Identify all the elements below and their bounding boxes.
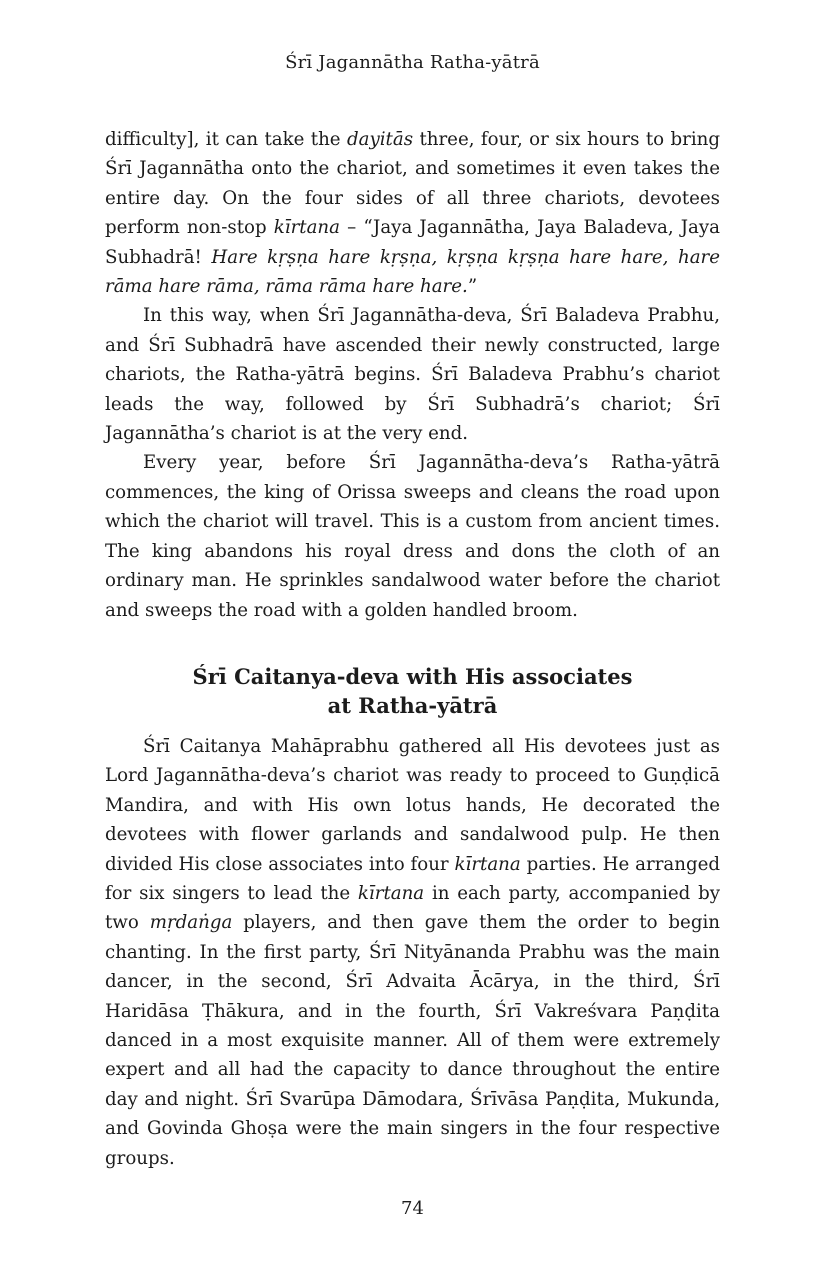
paragraph-4-text: Śrī Caitanya Mahāprabhu gathered all His devotees just as Lord Jagannātha-deva’s chariot was ready to proceed to Guṇḍicā Mandira, and with His own lotus hands, He decorated the devotees with flower garlands and sandalwood pulp. He then divided His close associates into four (105, 736, 720, 875)
paragraph-4-italic-term: kīrtana (357, 883, 425, 905)
paragraph-4-text: parties. He arranged for six singers to lead the (105, 853, 720, 905)
body-text-top (105, 125, 720, 625)
paragraph-continued (105, 125, 720, 301)
running-head: Śrī Jagannātha Ratha-yātrā (285, 52, 540, 73)
page-number: 74 (401, 1198, 424, 1219)
paragraph-1-text: – “Jaya Jagannātha, Jaya Baladeva, Jaya Subhadrā! (105, 217, 720, 268)
paragraph-4-text: in each party, accompanied by two (105, 883, 720, 934)
paragraph-4-italic-term: mṛdaṅga (149, 912, 233, 934)
paragraph-3: Every year, before Śrī Jagannātha-deva’s Ratha-yātrā commences, the king of Orissa sweeps and cleans the road upon which the chariot will travel. This is a custom from ancient times. The king abandons his royal dress and dons the cloth of an ordinary man. He sprinkles sandalwood water before the chariot and sweeps the road with a golden handled broom. (105, 452, 720, 621)
paragraph-1-italic-term: kīrtana (273, 217, 340, 239)
paragraph-1-text: three, four, or six hours to bring Śrī Jagannātha onto the chariot, and sometimes it even takes the entire day. On the four sides of all three chariots, devotees perform non-stop (105, 129, 720, 239)
paragraph-1-italic-term: dayitās (346, 129, 414, 150)
paragraph-1-text: difficulty], it can take the (105, 129, 347, 150)
section-heading (105, 662, 720, 720)
paragraph-4 (105, 732, 720, 1173)
section-heading-line-2: at Ratha-yātrā (327, 693, 498, 718)
paragraph-2: In this way, when Śrī Jagannātha-deva, Śrī Baladeva Prabhu, and Śrī Subhadrā have ascended their newly constructed, large chariots, the Ratha-yātrā begins. Śrī Baladeva Prabhu’s chariot leads the way, followed by Śrī Subhadrā’s chariot; Śrī Jagannātha’s chariot is at the very end. (105, 305, 720, 445)
paragraph-4-italic-term: kīrtana (454, 853, 521, 875)
section-heading-line-1: Śrī Caitanya-deva with His associates (192, 664, 633, 689)
paragraph-4-text: players, and then gave them the order to begin chanting. In the first party, Śrī Nityānanda Prabhu was the main dancer, in the second, Śrī Advaita Ācārya, in the third, Śrī Haridāsa Ṭhākura, and in the fourth, Śrī Vakreśvara Paṇḍita danced in a most exquisite manner. All of them were extremely expert and all had the capacity to dance throughout the entire day and night. Śrī Svarūpa Dāmodara, Śrīvāsa Paṇḍita, Mukunda, and Govinda Ghoṣa were the main singers in the four respective groups. (105, 912, 720, 1169)
mantra-italic: Hare kṛṣṇa hare kṛṣṇa, kṛṣṇa kṛṣṇa hare hare, hare rāma hare rāma, rāma rāma hare hare. (105, 246, 720, 298)
body-text-bottom (105, 732, 720, 1173)
paragraph-1-text: ” (467, 276, 478, 298)
